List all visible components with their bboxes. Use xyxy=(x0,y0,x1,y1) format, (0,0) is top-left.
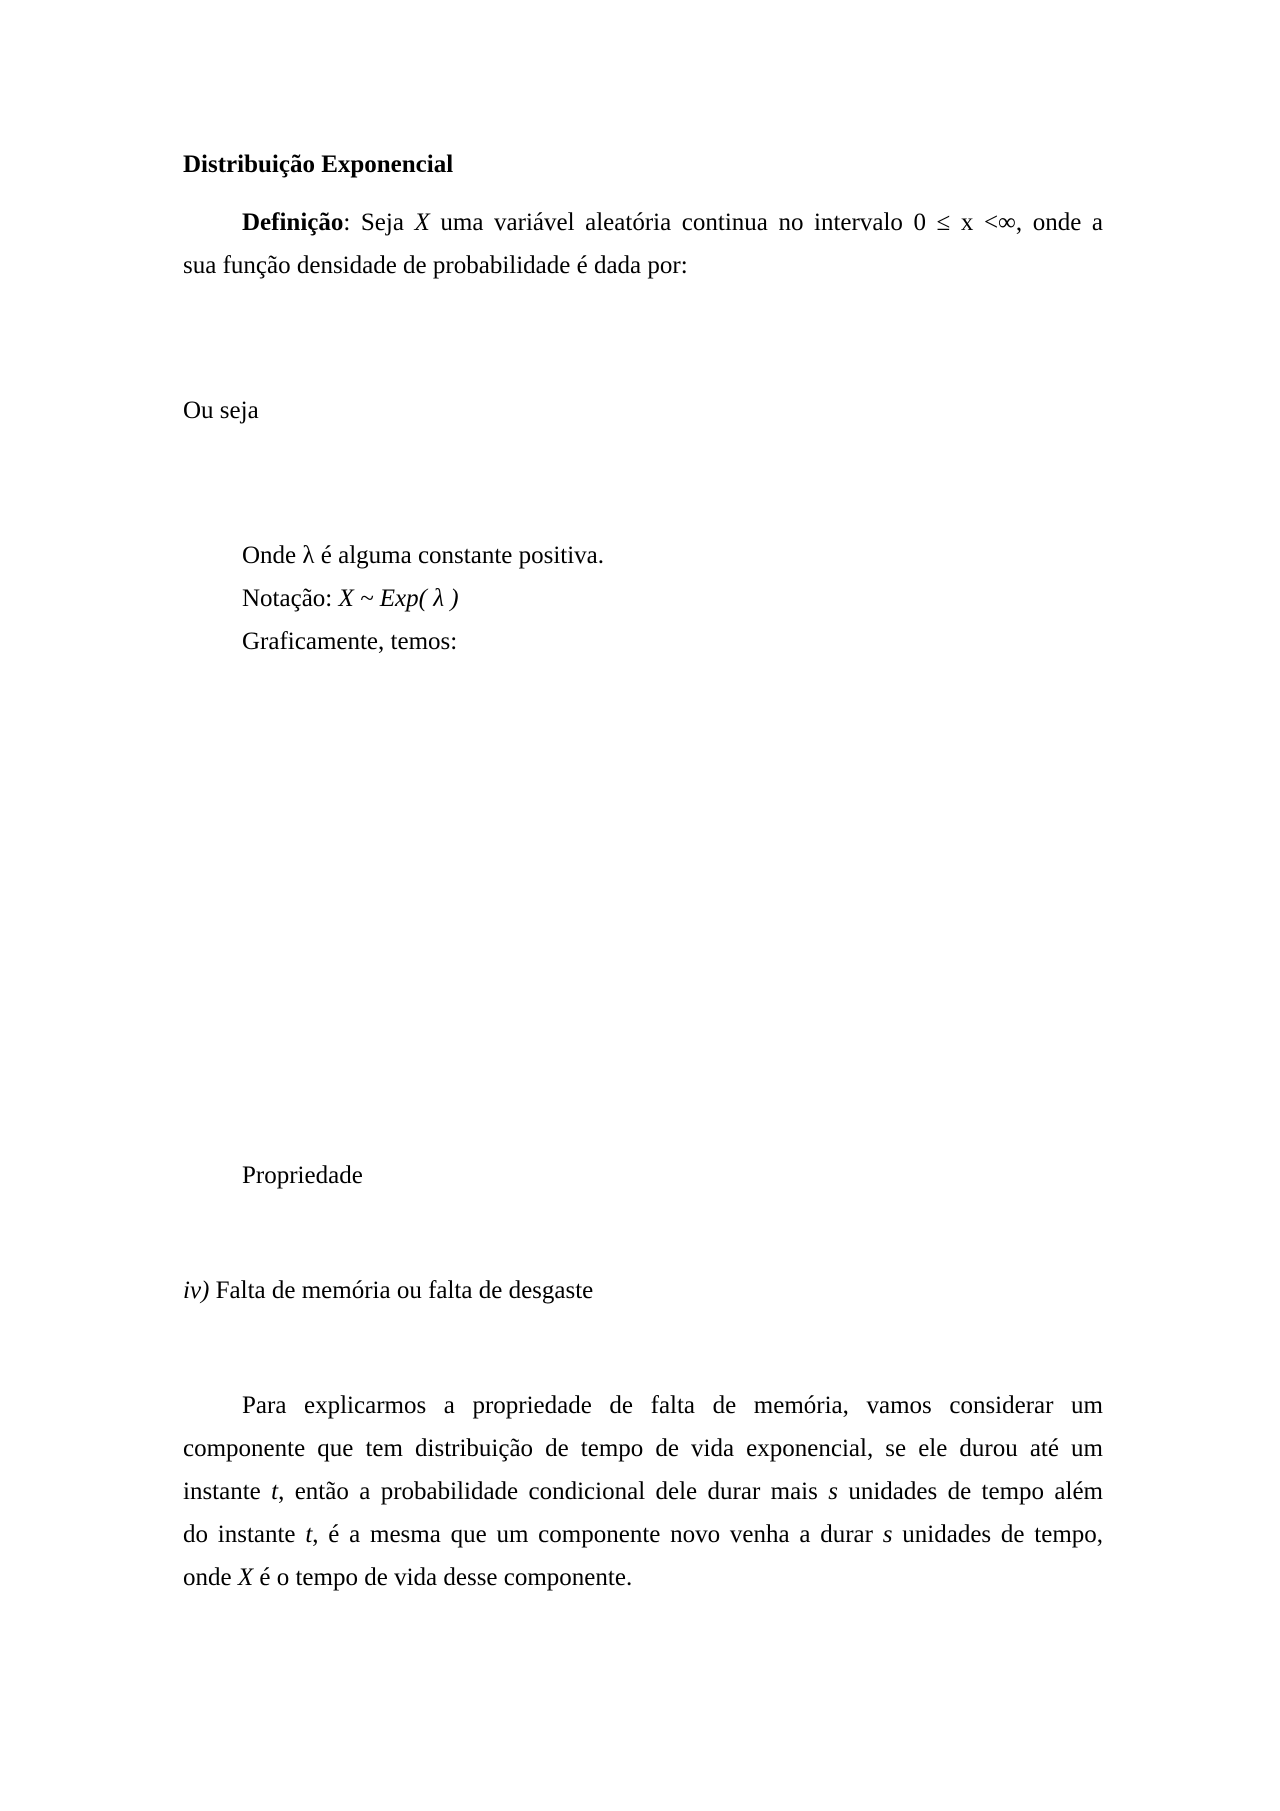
section-title xyxy=(183,150,453,180)
onde-text: Onde λ é alguma constante positiva. xyxy=(242,542,605,569)
title-text: Distribuição Exponencial xyxy=(183,151,454,178)
paragraph-line-1: Para explicarmos a propriedade de falta de memória, vamos considerar um xyxy=(242,1392,1103,1419)
item-text: Falta de memória ou falta de desgaste xyxy=(209,1277,594,1304)
item-marker: iv) xyxy=(183,1277,210,1304)
notation-line xyxy=(242,584,459,614)
paragraph-line-5: onde X é o tempo de vida desse componente. xyxy=(183,1564,633,1591)
paragraph-line-4: do instante t, é a mesma que um componente novo venha a durar s unidades de tempo, xyxy=(183,1521,1104,1548)
ou-seja-text: Ou seja xyxy=(183,397,259,424)
paragraph-line-3: instante t, então a probabilidade condicional dele durar mais s unidades de tempo além xyxy=(183,1478,1103,1505)
definition-line-1: Definição: Seja X uma variável aleatória continua no intervalo 0 ≤ x <∞, onde a xyxy=(242,209,1103,236)
propriedade-text: Propriedade xyxy=(242,1162,363,1189)
notation-expression: X ~ Exp( λ ) xyxy=(338,585,459,612)
definition-line-2: sua função densidade de probabilidade é dada por: xyxy=(183,252,688,279)
notation-label: Notação: xyxy=(242,585,339,612)
graficamente-text: Graficamente, temos: xyxy=(242,628,458,655)
definition-label: Definição xyxy=(242,209,344,236)
paragraph-line-2: componente que tem distribuição de tempo de vida exponencial, se ele durou até um xyxy=(183,1435,1103,1462)
property-item-iv xyxy=(183,1276,593,1306)
